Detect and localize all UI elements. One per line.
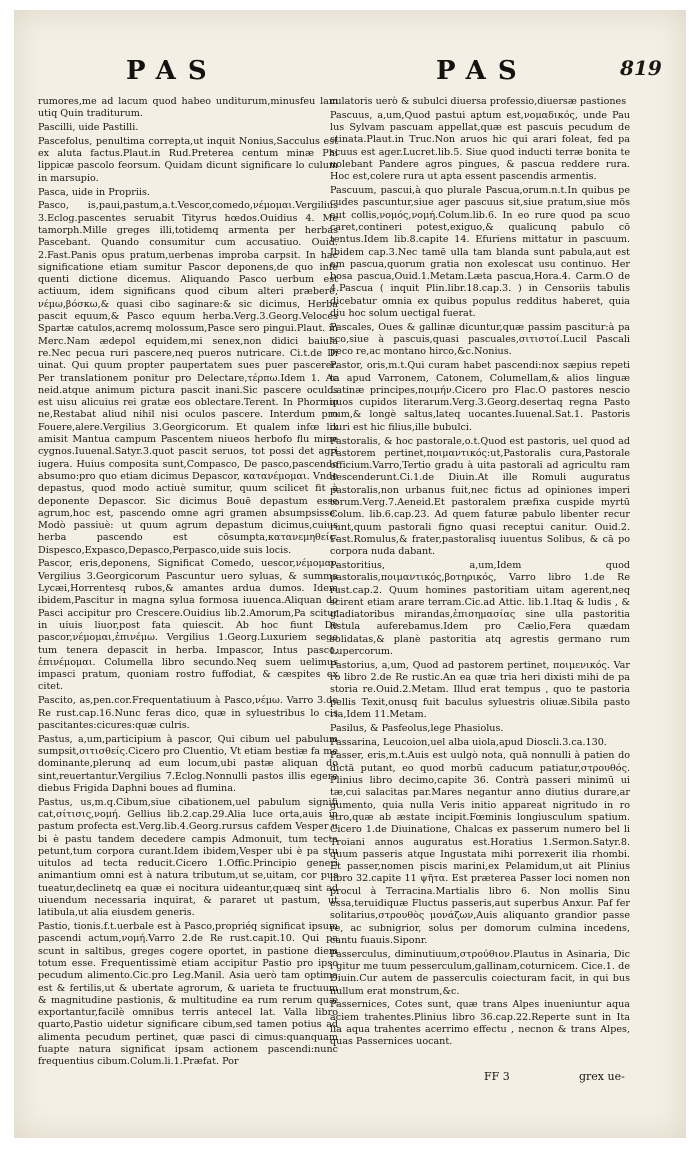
entry-paragraph: Pastio, tionis.f.t.uerbale est à Pasco,propriéq significat ipsum pascendi actum,νομή.Varro 2.de Re rust.capit.10. Qui pa scunt in saltibus, greges cogere oportet, in pastione diem totum esse. Frequentissimè etiam accipitur Pastio pro ipso pecudum alimento.Cic.pro Leg.Manil. Asia uerò tam optima est & fertilis,ut & ubertate agrorum, & uarieta te fructuum & magnitudine pastionis, & multitudine ea rum rerum quæ exportantur,facilè omnibus terris antecel lat. Valla libro quarto,Pastio uidetur significare cibum,sed tamen potius ad alimenta pecudum pertinet, quæ pasci di cimus:quanquam fuapte natura significat ipsam actionem pascendi:nunc frequentius cibum.Colum.li.1.Præfat. Por xyxy=(38,921,338,1068)
entry-paragraph: Pascefolus, penultima correpta,ut inquit Nonius,Sacculus est ex aluta factus.Plaut.in Rud.Preterea centum minæ Phi lippicæ pascolo feorsum. Quidam dicunt significare lo culum in marsupio. xyxy=(38,135,338,184)
entry-paragraph: culatoris uerò & subulci diuersa professio,diuersæ pastiones xyxy=(330,96,627,107)
running-head-right: PAS xyxy=(436,56,529,86)
catchword: grex ue- xyxy=(579,1070,625,1083)
entry-paragraph: Passer, eris,m.t.Auis est uulgò nota, quā nonnulli à patien do dictā putant, eo quod morbū caducum patiatur,στρουθός. Plinius libro decimo,capite 36. Contrà passeri minimū ui tæ,cui salacitas par.Mares negantur anno diutius durare,ar gumento, quia nulla Veris initio appareat nigritudo in ro stro,quæ ab æstate incipit.Fœminis longiusculum spatium. Cicero 1.de Diuinatione, Chalcas ex passerum numero bel li Troiani annos auguratus est.Horatius 1.Sermon.Satyr.8. quum passeris atque Ingustata mihi porrexerit ilia rhombi. Et passer,nomen piscis marini,ex Pelamidum,ut ait Plinius libro 32.capite 11 ψῆτα. Est præterea Passer loci nomen non procul à Terracina.Martialis libro 6. Non mollis Sinu essa,teruidiquæ Fluctus passeris,aut superbus Anxur. Paf fer solitarius,στρουθὸς μονάζων,Auis aliquanto grandior passe re, ac subnigrior, solus per domorum culmina incedens, cantu fuauis.Siponr. xyxy=(330,750,630,946)
page-header xyxy=(14,10,686,86)
entry-paragraph: Passerculus, diminutiuum,στρούθιον.Plautus in Asinaria, Dic i gitur me tuum pesserculum,gallinam,coturnicem. Cice.1. de Diuin.Cur autem de passerculis coiecturam facit, in qui bus nullum erat monstrum,&c. xyxy=(330,948,630,997)
entry-paragraph: Pastus, a,um,participium à pascor, Qui cibum uel pabulum sumpsit,σιτισθείς.Cicero pro Cluentio, Vt etiam bestiæ fa me dominante,plerunq ad eum locum,ubi pastæ aliquan do sint,reuertantur.Vergilius 7.Eclog.Nonnulli pastos illis egere diebus Frigida Daphni boues ad flumina. xyxy=(38,733,338,794)
entry-paragraph: Pastoralis, & hoc pastorale,o.t.Quod est pastoris, uel quod ad Pastorem pertinet,ποιμαντικός:ut,Pastoralis cura,Pastorale officium.Varro,Tertio gradu à uita pastorali ad agricultu ram descenderunt.Ci.1.de Diuin.At ille Romuli auguratus pastoralis,non urbanus fuit,nec fictus ad opiniones imperi torum.Verg.7.Aeneid.Et pastoralem præfixa cuspide myrtū Colum. lib.6.cap.23. Ad quem faturæ pabulo libenter recur runt,quum pastorali figno quasi receptui canitur. Ouid.2. Fast.Romulus,& frater,pastoralisq iuuentus Solibus, & cā po corpora nuda dabant. xyxy=(330,435,630,558)
entry-paragraph: Pascilli, uide Pastilli. xyxy=(38,122,139,134)
entry-paragraph: Pascales, Oues & gallinæ dicuntur,quæ passim pascitur:à pa sco,siue à pascuis,quasi pascuales,σιτιστοί.Lucil Pascali peco re,ac montano hirco,&c.Nonius. xyxy=(330,321,630,358)
entry-paragraph: Pascito, as,pen.cor.Frequentatiuum à Pasco,νέμω. Varro 3.de Re rust.cap.16.Nunc feras dico, quæ in syluestribus lo cis pascitantes:cicures:quæ culris. xyxy=(38,695,338,731)
entry-paragraph: Pascor, eris,deponens, Significat Comedo, uescor,νέμομαι. Vergilius 3.Georgicorum Pascuntur uero syluas, & summa Lycæi,Horrentesq rubos,& amantes ardua dumos. Idem ibidem,Pascitur in magna sylua formosa iuuenca.Aliquan do Pasci accipitur pro Crescere.Ouidius lib.2.Amorum,Pa scitur in uiuis liuor,post fata quiescit. Ab hoc fiunt De pascor,νέμομαι,ἐπινέμω. Vergilius 1.Georg.Luxuriem sege tum tenera depascit in herba. Impascor, Intus pasco, ἐπινέμομαι. Columella libro secundo.Neq suem uelimus impasci pratum, quoniam rostro fuffodiat, & cæspites ex citet. xyxy=(38,558,338,693)
page-number: 819 xyxy=(620,56,662,80)
entry-paragraph: Pastus, us,m.q.Cibum,siue cibationem,uel pabulum signifi cat,σίτισις,νομή. Gellius lib.2.cap.29.Alia luce orta,auis in pastum profecta est.Verg.lib.4.Georg.rursus cafdem Vesper u bi è pastu tandem decedere campis Admonuit, tum tecta petunt,tum corpora curant.Idem ibidem,Vesper ubi è pa stu uitulos ad tecta reducit.Cicero 1.Offic.Principio generi animantium omni est à natura tributum,ut se,uitam, cor pus tueatur,declinetq ea quæ ei nocitura uideantur,quæq sint ad uiuendum necessaria inquirat, & pararet ut pastum, ut latibula,ut alia eiusdem generis. xyxy=(38,796,338,919)
entry-paragraph: rumores,me ad lacum quod habeo unditurum,minusfeu lam utiq Quin traditurum. xyxy=(38,96,338,120)
book-page xyxy=(14,10,686,1138)
entry-paragraph: Pastoritius, a,um,Idem quod pastoralis,ποιμαντικός,βοτηρικός, Varro libro 1.de Re rust.cap.2. Quum homines pastoritiam uitam agerent,neq scirent etiam arare terram.Cic.ad Attic. lib.1.Itaq & ludis , & gladiatoribus mirandas,ἐπισημασίας sine ulla pastoritia fistula auferebamus.Idem pro Cælio,Fera quædam solidatas,& planè pastoritia atq agrestis germano rum Lupercorum. xyxy=(330,559,630,658)
entry-paragraph: Passarina, Leucoion,uel alba uiola,apud Dioscli.3.ca.130. xyxy=(330,736,607,748)
entry-paragraph: Passernices, Cotes sunt, quæ trans Alpes inueniuntur aqua aciem trahentes.Plinius libro 36.cap.22.Reperte sunt in Ita lia aqua trahentes acerrimo effectu , necnon & trans Alpes, quas Passernices uocant. xyxy=(330,999,630,1048)
entry-paragraph: Pasco, is,paui,pastum,a.t.Vescor,comedo,νέμομαι.Vergilius 3.Eclog.pascentes seruabit Tityrus hœdos.Ouidius 4. Me tamorph.Mille greges illi,totidemq armenta per herbas Pascebant. Quando consumitur cum accusatiuo. Ouid. 2.Fast.Panis opus pratum,uerbenas improba carpsit. In hac significatione etiam sumitur Pascor deponens,de quo infe quenti dictione dicemus. Aliquando Pasco uerbum est actiuum, idem significans quod cibum alteri præbere, νέμω,βόσκω,& quasi cibo saginare:& sic dicimus, Herba pascit equum,& Pasco equum herba.Verg.3.Georg.Veloces Spartæ catulos,acremq molossum,Pasce sero pingui.Plaut. in Merc.Nam ædepol equidem,mi senex,non didici baiula re.Nec pecua ruri pascere,neq pueros nutricare. Ci.t.de Di uinat. Qui quum propter paupertatem sues puer pascerer. Per translationem ponitur pro Delectare,τέρπω.Idem 1. Ac neid.atque animum pictura pascit inani.Sic pascere oculos est uisu alicuius rei gratæ eos oblectare.Terent. In Phormio ne,Restabat aliud nihil nisi oculos pascere. Interdum pro Fouere,alere.Vergilius 3.Georgicorum. Et qualem infœ lix amisit Mantua campum Pascentem niueos herbofo flu mine cygnos.Iuuenal.Satyr.3.quot pascit seruos, tot possi det agri iugera. Huius composita sunt,Compasco, De pasco,pascendo absumo:pro quo etiam dicimus Depascor, κατανέμομαι. Vnde depastus, quod modo actiuè sumitur, quum scilicet fit à deponente Depascor. Sic dicimus Bouē depastum esse agrum,hoc est, pascendo omne agri gramen absumpsisse. Modò passiuè: ut quum agrum depastum dicimus,cuius herba pascendo est cōsumpta,κατανεμηθείς. Dispesco,Expasco,Depasco,Perpasco,uide suis locis. xyxy=(38,200,338,556)
entry-paragraph: Pascuum, pascui,à quo plurale Pascua,orum.n.t.In quibus pe cudes pascuntur,siue ager pascuus sit,siue pratum,siue mōs aut collis,νομός,νομή.Colum.lib.6. In eo rure quod pa scuo caret,contineri potest,exiguo,& qualicunq pabulo cō tentus.Idem lib.8.capite 14. Efuriens mittatur in pascuum. Ibidem cap.3.Nec tamē ulla tam blanda sunt pabula,aut est am pascua,quorum gratia non exolescat usu continuo. Her bosa pascua,Ouid.1.Metam.Læta pascua,Hora.4. Carm.O de 4.Pascua ( inquit Plin.libr.18.cap.3. ) in Censoriis tabulis dicebatur omnia ex quibus populus redditus haberet, quia diu hoc solum uectigal fuerat. xyxy=(330,185,630,320)
entry-paragraph: Pasca, uide in Propriis. xyxy=(38,186,150,198)
entry-paragraph: Pastorius, a,um, Quod ad pastorem pertinet, ποιμενικός. Var ro libro 2.de Re rustic.An ea quæ tria heri dixisti mihi de pa storia re.Ouid.2.Metam. Illud erat tempus , quo te pastoria pellis Texit,onusq fuit baculus syluestris oliuæ.Sibila pasto ria,Idem 11.Metam. xyxy=(330,659,630,721)
left-column xyxy=(38,96,338,1122)
right-column xyxy=(330,96,630,1116)
entry-paragraph: Pascuus, a,um,Quod pastui aptum est,νομαδικός, unde Pau lus Sylvam pascuam appellat,quæ est pascuis pecudum de stinata.Plaut.in Truc.Non aruos hic qui arari foleat, fed pa scuus est ager.Lucret.lib.5. Siue quod inducti terræ bonita te uolebant Pandere agros pingues, & pascua reddere rura. Hoc est,colere rura ut apta essent pascendis armentis. xyxy=(330,109,630,183)
signature-mark: FF 3 xyxy=(484,1070,510,1083)
entry-paragraph: Pastor, oris,m.t.Qui curam habet pascendi:nox sæpius repeti ta apud Varronem, Catonem, Columellam,& alios linguæ Latinæ principes,ποιμήν.Cicero pro Flac.O pastores nescio quos cupidos literarum.Verg.3.Georg.desertaq regna Pasto rum,& longè saltus,lateq uocantes.Iuuenal.Sat.1. Pastoris duri est hic filius,ille bubulci. xyxy=(330,360,630,433)
entry-paragraph: Pasilus, & Pasfeolus,lege Phasiolus. xyxy=(330,722,504,734)
running-head-left: PAS xyxy=(126,56,219,86)
